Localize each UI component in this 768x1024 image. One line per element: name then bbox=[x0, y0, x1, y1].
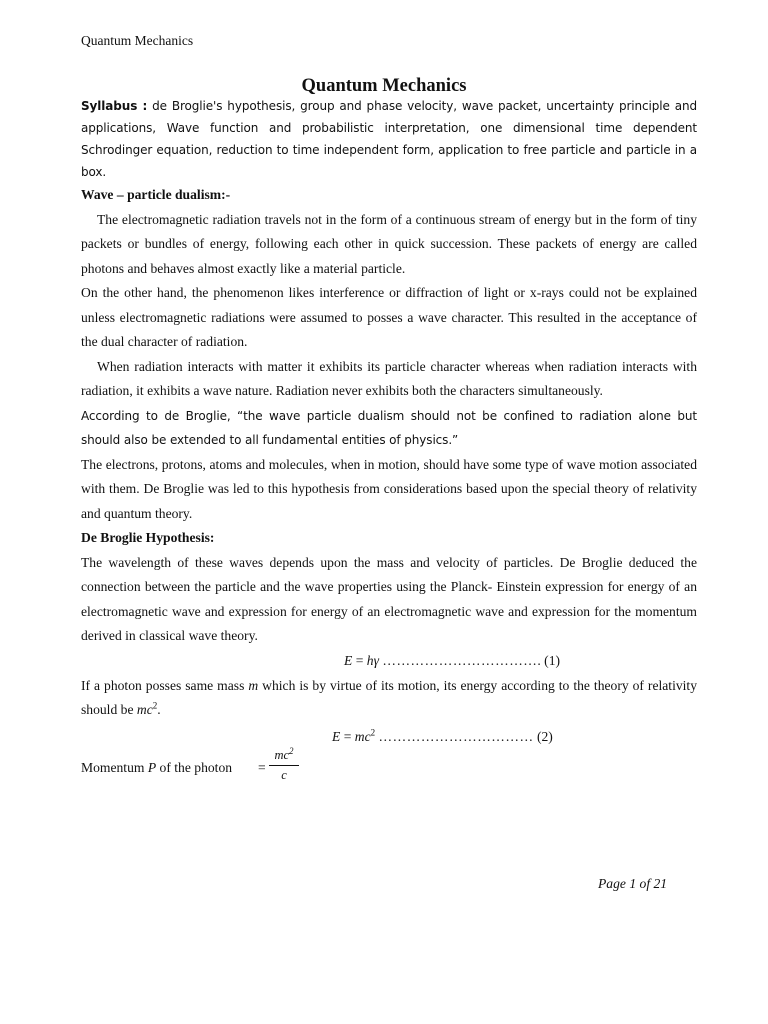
fraction-denominator: c bbox=[281, 767, 287, 782]
equation-2: $E = mc^2$ …………………………… (2) bbox=[332, 726, 553, 744]
paragraph-wavelength: The wavelength of these waves depends upon the mass and velocity of particles. De Broglie deduced the connection between the particle and the wave properties using the Planck- Einstein expression for energy of an electromagnetic wave and expression for energy of an electromagnetic wave and expression for the momentum derived in classical wave theory. bbox=[81, 554, 697, 643]
momentum-fraction bbox=[269, 746, 299, 784]
equation-1-rhs: hγ bbox=[366, 652, 379, 668]
symbol-p: P bbox=[147, 759, 157, 775]
page-title: Quantum Mechanics bbox=[301, 76, 467, 96]
equation-1-number: . (1) bbox=[537, 652, 561, 668]
numerator-mc: mc bbox=[274, 747, 290, 762]
section-heading-de-broglie: De Broglie Hypothesis: bbox=[81, 530, 215, 545]
paragraph-de-broglie-quote: According to de Broglie, “the wave particle dualism should not be confined to radiation alone but should also be extended to all fundamental entities of physics.” bbox=[81, 408, 697, 447]
equation-2-lhs: E bbox=[332, 728, 341, 744]
paragraph-photons: The electromagnetic radiation travels not in the form of a continuous stream of energy but in the form of tiny packets or bundles of energy, following each other in quick succession. These packets of energy are called photons and behaves almost exactly like a material particle. bbox=[81, 211, 697, 276]
symbol-mc: mc bbox=[136, 702, 153, 717]
syllabus-text: de Broglie's hypothesis, group and phase velocity, wave packet, uncertainty principle and applications, Wave function and probabilistic interpretation, one dimensional time dependent Schrodinger equation, reduction to time independent form, application to free particle and particle in a box. bbox=[81, 99, 697, 179]
equation-1-dots: …………………………… bbox=[382, 652, 538, 668]
page-number: Page 1 of 21 bbox=[598, 876, 668, 891]
syllabus-paragraph bbox=[81, 95, 697, 183]
paragraph-particles-motion: The electrons, protons, atoms and molecules, when in motion, should have some type of wave motion associated with them. De Broglie was led to this hypothesis from considerations based upon the special theory of relativity and quantum theory. bbox=[81, 456, 697, 521]
equation-2-number: (2) bbox=[536, 728, 553, 744]
photon-mass-text-a: If a photon posses same mass bbox=[81, 677, 249, 693]
equation-1: E = hγ ……………………………. (1) bbox=[344, 652, 561, 668]
equation-1-lhs: E bbox=[344, 652, 353, 668]
photon-mass-end: . bbox=[157, 702, 161, 717]
momentum-label-b: of the photon bbox=[156, 759, 233, 775]
running-header: Quantum Mechanics bbox=[81, 33, 194, 48]
paragraph-radiation-interaction: When radiation interacts with matter it exhibits its particle character whereas when radiation interacts with radiation, it exhibits a wave nature. Radiation never exhibits both the characters simultaneously. bbox=[81, 358, 697, 398]
momentum-equation bbox=[81, 745, 697, 806]
document-body bbox=[81, 95, 697, 806]
symbol-mc-exponent: 2 bbox=[152, 700, 158, 711]
syllabus-label: Syllabus : bbox=[81, 99, 148, 113]
momentum-label-a: Momentum bbox=[81, 759, 148, 775]
equation-2-rhs: mc bbox=[354, 728, 371, 744]
photon-mass-text-b: which is by virtue of its motion, its energy according to the theory of relativity should be bbox=[81, 677, 697, 717]
equation-2-dots: …………………………… bbox=[378, 728, 534, 744]
momentum-equals: = bbox=[258, 759, 266, 775]
paragraph-wave-character: On the other hand, the phenomenon likes interference or diffraction of light or x-rays could not be explained unless electromagnetic radiations were assumed to posses a wave character. This resulted in the acceptance of the dual character of radiation. bbox=[81, 285, 697, 349]
symbol-m: m bbox=[248, 677, 259, 693]
section-heading-wave-particle: Wave – particle dualism:- bbox=[81, 187, 231, 202]
numerator-exponent: 2 bbox=[289, 745, 294, 756]
equation-2-exponent: 2 bbox=[370, 726, 376, 737]
momentum-label bbox=[81, 756, 232, 781]
paragraph-photon-mass bbox=[81, 674, 697, 723]
fraction-numerator bbox=[269, 746, 299, 766]
